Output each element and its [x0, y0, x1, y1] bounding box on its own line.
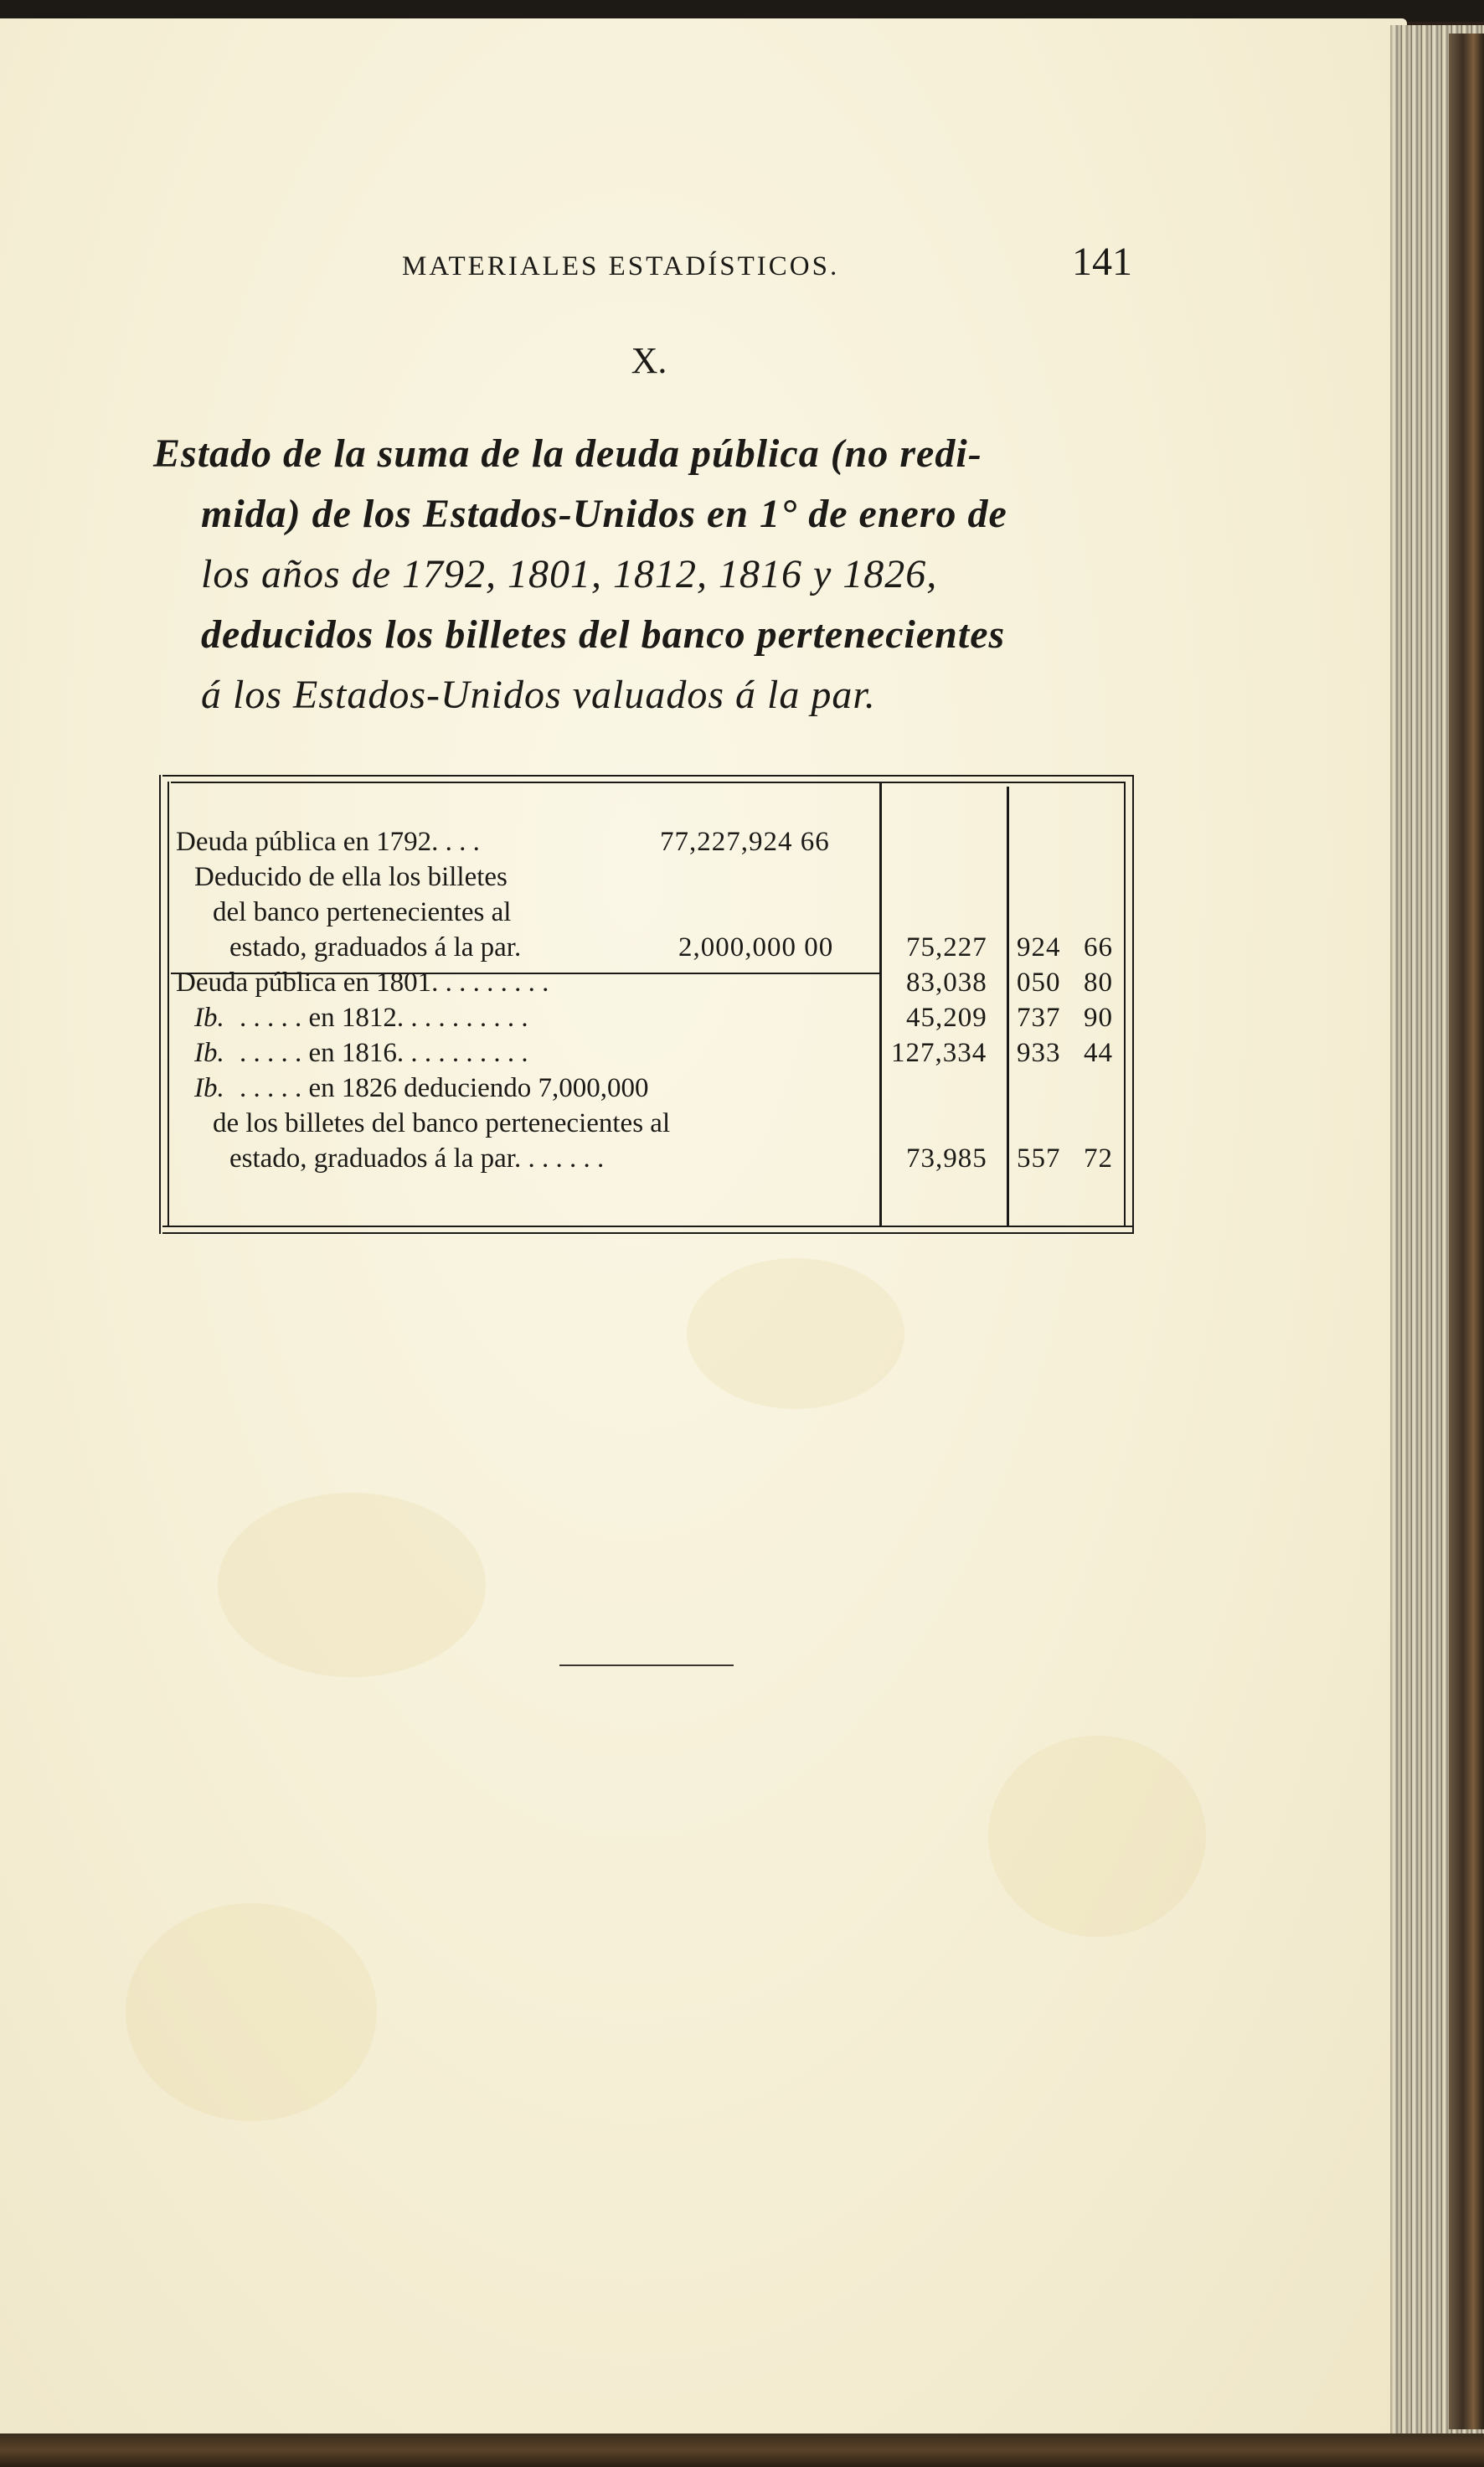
paper-stain	[126, 1903, 377, 2121]
table-bottom-rule-inner	[162, 1226, 1134, 1227]
amount-col-3: 44	[1084, 1038, 1113, 1068]
table-left-rule-inner	[167, 782, 169, 1227]
column-divider-2	[1007, 787, 1009, 1226]
page-number: 141	[1072, 240, 1132, 284]
inner-amount: 2,000,000 00	[678, 932, 834, 963]
table-left-rule-outer	[159, 775, 161, 1234]
table-top-rule-outer	[162, 775, 1134, 777]
title-line-5: á los Estados-Unidos valuados á la par.	[201, 673, 876, 717]
ibidem-label: Ib.	[194, 1038, 224, 1068]
amount-col-2: 933	[1017, 1038, 1061, 1068]
table-right-rule-outer	[1132, 775, 1134, 1234]
paper-stain	[988, 1736, 1206, 1937]
debt-table	[159, 775, 1137, 1234]
amount-col-3: 72	[1084, 1143, 1113, 1174]
table-top-rule-inner	[171, 782, 1126, 783]
row-label: de los billetes del banco pertenecientes al	[213, 1108, 671, 1138]
book-spine-edge	[1449, 34, 1484, 2429]
title-line-4: deducidos los billetes del banco pertenecientes	[201, 612, 1006, 657]
column-divider-1	[879, 782, 882, 1226]
row-label: . . . . . en 1816. . . . . . . . . .	[240, 1038, 528, 1068]
table-right-rule-inner	[1124, 782, 1126, 1227]
amount-col-3: 66	[1084, 932, 1113, 963]
amount-col-1: 127,334	[891, 1038, 987, 1068]
row-label: estado, graduados á la par.	[229, 932, 522, 963]
paper-stain	[218, 1493, 486, 1677]
amount-col-2: 924	[1017, 932, 1061, 963]
row-label: del banco pertenecientes al	[213, 897, 512, 927]
row-label: estado, graduados á la par. . . . . . .	[229, 1143, 605, 1174]
amount-col-3: 90	[1084, 1003, 1113, 1033]
ibidem-label: Ib.	[194, 1073, 224, 1103]
row-label: Deuda pública en 1792. . . .	[176, 827, 480, 857]
amount-col-1: 73,985	[906, 1143, 987, 1174]
running-head: MATERIALES ESTADÍSTICOS.	[402, 251, 840, 281]
title-line-1: Estado de la suma de la deuda pública (no redi-	[153, 431, 982, 476]
inner-amount: 77,227,924 66	[660, 827, 830, 857]
amount-col-3: 80	[1084, 968, 1113, 998]
row-label: Deuda pública en 1801. . . . . . . . .	[176, 968, 549, 998]
title-line-2: mida) de los Estados-Unidos en 1° de enero de	[201, 492, 1007, 536]
amount-col-2: 557	[1017, 1143, 1061, 1174]
title-line-3: los años de 1792, 1801, 1812, 1816 y 1826,	[201, 552, 938, 596]
amount-col-1: 83,038	[906, 968, 987, 998]
amount-col-2: 050	[1017, 968, 1061, 998]
end-rule	[559, 1664, 734, 1666]
row-label: . . . . . en 1812. . . . . . . . . .	[240, 1003, 528, 1033]
amount-col-1: 75,227	[906, 932, 987, 963]
row-label: . . . . . en 1826 deduciendo 7,000,000	[240, 1073, 649, 1103]
table-bottom-rule-outer	[162, 1232, 1134, 1234]
row-label: Deducido de ella los billetes	[194, 862, 508, 892]
section-number: X.	[631, 340, 667, 381]
amount-col-1: 45,209	[906, 1003, 987, 1033]
paper-stain	[687, 1258, 904, 1409]
ibidem-label: Ib.	[194, 1003, 224, 1033]
bottom-scan-border	[0, 2433, 1484, 2467]
amount-col-2: 737	[1017, 1003, 1061, 1033]
